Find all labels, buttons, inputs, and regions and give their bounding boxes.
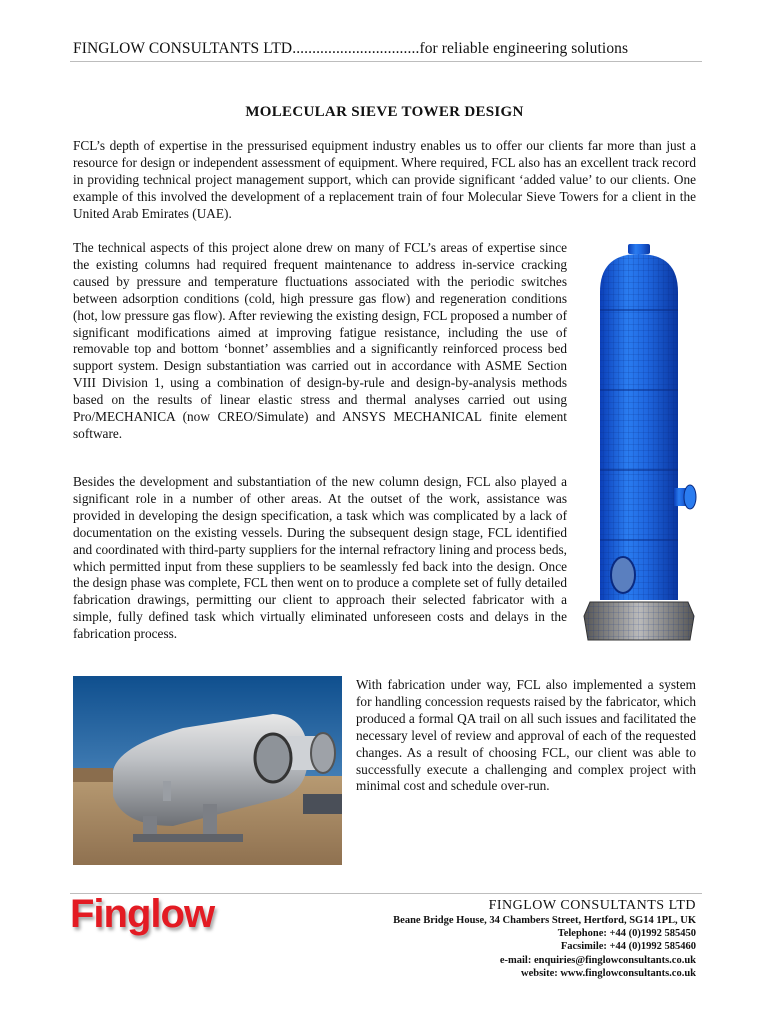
vessel-flange [311, 733, 335, 773]
top-nozzle [628, 244, 650, 254]
contact-block [393, 897, 696, 980]
page-header [73, 40, 696, 58]
header-slogan: for reliable engineering solutions [419, 40, 629, 57]
document-title: MOLECULAR SIEVE TOWER DESIGN [245, 104, 524, 120]
footer-facsimile: Facsimile: +44 (0)1992 585460 [560, 941, 696, 953]
finglow-logo: Finglow [70, 892, 215, 936]
header-dots: ................................ [292, 40, 420, 57]
footer-company: FINGLOW CONSULTANTS LTD [488, 898, 696, 913]
header-divider [70, 61, 702, 62]
footer-address: Beane Bridge House, 34 Chambers Street, Hertford, SG14 1PL, UK [393, 915, 696, 926]
manway-opening [611, 557, 635, 593]
footer-email[interactable]: e-mail: enquiries@finglowconsultants.co.uk [499, 954, 696, 966]
tower-mesh-image [578, 240, 704, 660]
header-company: FINGLOW CONSULTANTS LTD [73, 40, 293, 57]
paragraph-fabrication: With fabrication under way, FCL also implemented a system for handling concession requests raised by the fabricator, which produced a formal QA trail on all such issues and facilitated the necessary level of review and approval of each of the requested changes. As a result of choosing FCL, our client was able to successfully execute a challenging and complex project with minimal cost and schedule over-run. [356, 677, 696, 794]
paragraph-other-areas: Besides the development and substantiation of the new column design, FCL also played a significant role in a number of other areas. At the outset of the work, assistance was provided in developing the design specification, a task which was complicated by a lack of documentation on the existing vessels. During the subsequent design stage, FCL identified and coordinated with third-party suppliers for the internal refractory lining and process beds, which permitted input from these suppliers to be seamlessly fed back into the design. Once the design phase was complete, FCL then went on to produce a complete set of fully detailed fabrication drawings, permitting our client to approach their selected fabricator with a simple, fully defined task which virtually eliminated unforeseen costs and delays in the fabrication process. [73, 474, 567, 642]
paragraph-technical: The technical aspects of this project alone drew on many of FCL’s areas of expertise since the existing columns had required frequent maintenance to address in-service cracking caused by pressure and temperature fluctuations associated with the periodic switches between adsorption conditions (cold, high pressure gas flow) and regeneration conditions (hot, low pressure gas flow). After reviewing the existing design, FCL proposed a number of significant modifications aimed at improving fatigue resistance, including the use of removable top and bottom ‘bonnet’ assemblies and a significantly reinforced process bed support system. Design substantiation was carried out in accordance with ASME Section VIII Division 1, using a combination of design-by-rule and design-by-analysis methods based on the results of linear elastic stress and thermal analyses carried out using Pro/MECHANICA (now CREO/Simulate) and ANSYS MECHANICAL finite element software. [73, 240, 567, 441]
paragraph-intro: FCL’s depth of expertise in the pressurised equipment industry enables us to offer our clients far more than just a resource for design or independent assessment of equipment. Where required, FCL also has an excellent track record in providing technical project management support, which can provide significant ‘added value’ to our clients. One example of this involved the development of a replacement train of four Molecular Sieve Towers for a client in the United Arab Emirates (UAE). [73, 138, 696, 221]
footer-telephone: Telephone: +44 (0)1992 585450 [557, 928, 696, 940]
vessel-photo [73, 676, 342, 865]
footer-website[interactable]: website: www.finglowconsultants.co.uk [520, 967, 696, 979]
